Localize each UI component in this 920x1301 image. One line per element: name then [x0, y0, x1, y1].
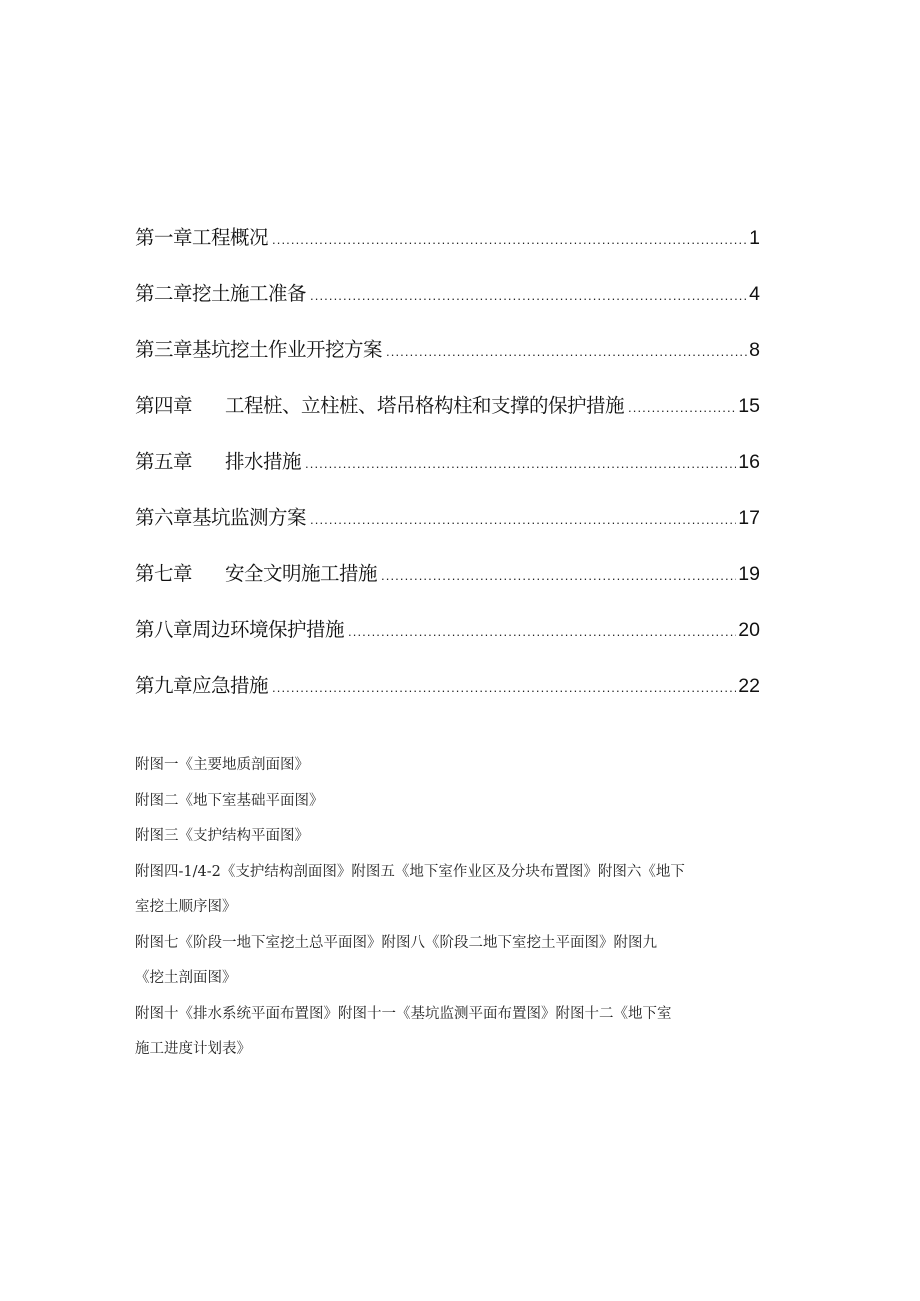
toc-entry-title: [135, 670, 268, 698]
toc-entry-title: [135, 222, 268, 250]
appendix-line: 室挖土顺序图》: [135, 899, 237, 915]
toc-page-number: 4: [749, 283, 760, 305]
toc-entry-title: [135, 278, 306, 306]
toc-entry-chapter: 第七章: [135, 563, 193, 585]
toc-leader-dots: [348, 624, 736, 639]
toc-entry-text: 基坑监测方案: [192, 507, 307, 529]
toc-entry-text: 周边环境保护措施: [192, 619, 345, 641]
toc-entry-chapter: 第九章: [135, 675, 193, 697]
toc-entry-title: [135, 334, 382, 362]
toc-entry-2[interactable]: [135, 278, 760, 334]
toc-entry-text: 安全文明施工措施: [225, 563, 378, 585]
toc-page-number: 20: [738, 619, 760, 641]
toc-page-number: 16: [738, 451, 760, 473]
toc-page-number: 8: [749, 339, 760, 361]
toc-entry-chapter: 第三章: [135, 339, 193, 361]
appendix-line: 附图二《地下室基础平面图》: [135, 792, 324, 809]
toc-entry-chapter: 第四章: [135, 395, 193, 417]
toc-entry-title: [135, 446, 301, 474]
toc-entry-text: 工程概况: [192, 227, 269, 249]
toc-entry-chapter: 第五章: [135, 451, 193, 473]
toc-leader-dots: [272, 232, 747, 247]
appendix-line: 附图七《阶段一地下室挖土总平面图》附图八《阶段二地下室挖土平面图》附图九: [135, 934, 657, 951]
appendix-line: 施工进度计划表》: [135, 1041, 251, 1057]
toc-entry-chapter: 第八章: [135, 619, 193, 641]
toc-entry-chapter: 第一章: [135, 227, 193, 249]
toc-entry-5[interactable]: [135, 446, 760, 502]
appendix-line: 附图十《排水系统平面布置图》附图十一《基坑监测平面布置图》附图十二《地下室: [135, 1005, 672, 1022]
toc-leader-dots: [310, 512, 736, 527]
toc-entry-text: 应急措施: [192, 675, 269, 697]
toc-entry-text: 基坑挖土作业开挖方案: [192, 339, 383, 361]
toc-leader-dots: [305, 456, 736, 471]
appendix-line: 附图一《主要地质剖面图》: [135, 757, 309, 773]
toc-page-number: 17: [738, 507, 760, 529]
toc-entry-chapter: 第六章: [135, 507, 193, 529]
appendix-line: 附图四-1/4-2《支护结构剖面图》附图五《地下室作业区及分块布置图》附图六《地下: [135, 863, 685, 880]
toc-entry-text: 挖土施工准备: [192, 283, 307, 305]
toc-page-number: 15: [738, 395, 760, 417]
toc-entry-6[interactable]: [135, 502, 760, 558]
toc-entry-4[interactable]: [135, 390, 760, 446]
appendix-line: 附图三《支护结构平面图》: [135, 828, 309, 844]
toc-entry-title: [135, 614, 344, 642]
toc-page-number: 1: [749, 227, 760, 249]
toc-leader-dots: [310, 288, 747, 303]
toc-entry-title: [135, 390, 624, 418]
toc-entry-1[interactable]: [135, 222, 760, 278]
toc-page-number: 22: [738, 675, 760, 697]
toc-entry-title: [135, 502, 306, 530]
toc-leader-dots: [628, 400, 736, 415]
toc-leader-dots: [381, 568, 736, 583]
toc-entry-3[interactable]: [135, 334, 760, 390]
appendix-line: 《挖土剖面图》: [135, 970, 237, 986]
appendix-list: [135, 748, 775, 1068]
toc-entry-8[interactable]: [135, 614, 760, 670]
toc-entry-title: [135, 558, 377, 586]
toc-entry-9[interactable]: [135, 670, 760, 726]
table-of-contents: [135, 222, 760, 726]
toc-entry-text: 排水措施: [225, 451, 302, 473]
toc-entry-text: 工程桩、立柱桩、塔吊格构柱和支撑的保护措施: [225, 395, 625, 417]
toc-leader-dots: [272, 680, 736, 695]
toc-entry-chapter: 第二章: [135, 283, 193, 305]
toc-page-number: 19: [738, 563, 760, 585]
toc-entry-7[interactable]: [135, 558, 760, 614]
toc-leader-dots: [386, 344, 747, 359]
